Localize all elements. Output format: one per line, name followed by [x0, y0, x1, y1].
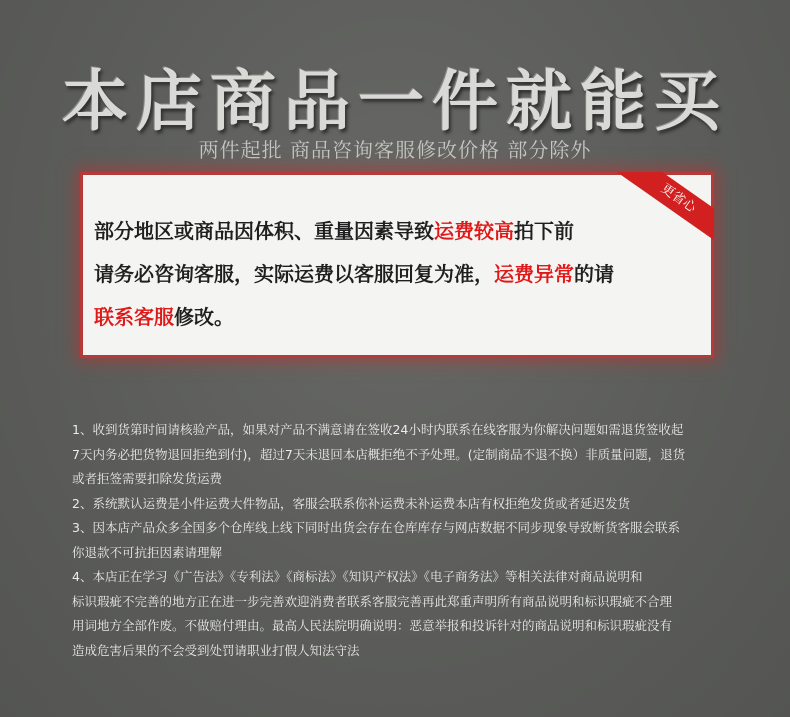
- notice-line-1-text: 部分地区或商品因体积、重量因素导致: [94, 219, 434, 243]
- highlight-high-shipping: 运费较高: [434, 219, 514, 243]
- page-title: 本店商品一件就能买: [62, 63, 728, 140]
- terms-line: 用词地方全部作废。不做赔付理由。最高人民法院明确说明：恶意举报和投诉针对的商品说明和标识瑕疵没有: [72, 618, 673, 633]
- notice-line-3-tail: 修改。: [174, 305, 234, 329]
- terms-line: 2、系统默认运费是小件运费大件物品，客服会联系你补运费未补运费本店有权拒绝发货或者延迟发货: [72, 495, 630, 511]
- highlight-contact-service: 联系客服: [94, 305, 174, 329]
- notice-line-1-tail: 拍下前: [514, 219, 574, 243]
- terms-line: 7天内务必把货物退回拒绝到付)，超过7天未退回本店概拒绝不予处理。(定制商品不退不换）非质量问题，退货: [72, 446, 686, 462]
- terms-line: 1、收到货第时间请核验产品，如果对产品不满意请在签收24小时内联系在线客服为你解决问题如需退货签收起: [72, 422, 684, 437]
- terms-line: 或者拒签需要扣除发货运费: [72, 471, 223, 486]
- notice-line-3: [94, 296, 700, 339]
- notice-line-2-text: 请务必咨询客服，实际运费以客服回复为准，: [94, 262, 494, 286]
- corner-ribbon: 更省心: [613, 172, 714, 250]
- terms-line: 3、因本店产品众多全国多个仓库线上线下同时出货会存在仓库库存与网店数据不同步现象导致断货客服会联系: [72, 520, 680, 535]
- page-subtitle: 两件起批 商品咨询客服修改价格 部分除外: [198, 138, 592, 162]
- notice-line-1: [94, 210, 700, 253]
- terms-line: 4、本店正在学习《广告法》《专利法》《商标法》《知识产权法》《电子商务法》等相关法律对商品说明和: [72, 569, 643, 584]
- terms-line: 标识瑕疵不完善的地方正在进一步完善欢迎消费者联系客服完善再此郑重声明所有商品说明和标识瑕疵不合理: [72, 593, 673, 609]
- highlight-abnormal-shipping: 运费异常: [494, 262, 574, 286]
- notice-line-2: [94, 253, 700, 296]
- terms-list: [72, 418, 742, 663]
- shipping-notice-card: [80, 172, 714, 358]
- terms-line: 造成危害后果的不会受到处罚请职业打假人知法守法: [72, 642, 360, 658]
- notice-line-2-tail: 的请: [574, 262, 614, 286]
- notice-text: [94, 210, 700, 339]
- terms-line: 你退款不可抗拒因素请理解: [72, 544, 223, 560]
